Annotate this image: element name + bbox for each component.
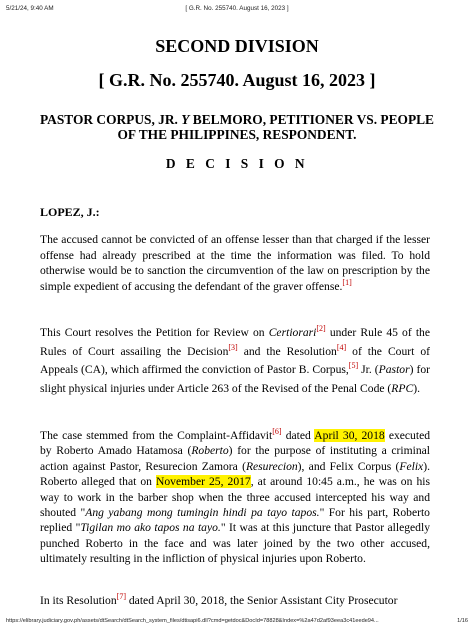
paragraph-3: The case stemmed from the Complaint-Affidavit[6] dated April 30, 2018 executed by Roberto Amado Hatamosa (Roberto) for the purpose of instituting a criminal action against Pastor, Resurecion Zamora (Resurecion), and Felix Corpus (Felix). Roberto alleged that on November 25, 2017, at around 10:45 a.m., he was on his way to work in the barber shop when the three accused intercepted his way and shouted "Ang yabang mong tumingin hindi pa tayo tapos." For his part, Roberto replied "Tigilan mo ako tapos na tayo." It was at this juncture that Pastor allegedly punched Roberto in the face and was later joined by the two other accused, ultimately resulting in the infliction of physical injuries upon Roberto. bbox=[40, 427, 431, 566]
footnote-link-5[interactable]: [5] bbox=[348, 361, 359, 371]
paragraph-2: This Court resolves the Petition for Review on Certiorari[2] under Rule 45 of the Rules of Court assailing the Decision[3] and the Resolution[4] of the Court of Appeals (CA), which affirmed the conviction of Pastor B. Corpus,[5] Jr. (Pastor) for slight physical injuries under Article 263 of the Revised of the Penal Code (RPC). bbox=[40, 324, 431, 395]
decision-heading: D E C I S I O N bbox=[165, 156, 309, 171]
paragraph-4: In its Resolution[7] dated April 30, 2018, the Senior Assistant City Prosecutor bbox=[40, 592, 398, 607]
footnote-link-4[interactable]: [4] bbox=[336, 342, 347, 352]
division-heading: SECOND DIVISION bbox=[155, 36, 319, 56]
footnote-link-3[interactable]: [3] bbox=[228, 342, 238, 352]
footnote-link-7[interactable]: [7] bbox=[116, 592, 126, 602]
print-footer bbox=[6, 618, 468, 628]
footnote-link-2[interactable]: [2] bbox=[316, 324, 326, 334]
highlighted-date-1: April 30, 2018 bbox=[314, 429, 385, 442]
ponente: LOPEZ, J.: bbox=[40, 205, 100, 219]
print-header-title: [ G.R. No. 255740. August 16, 2023 ] bbox=[185, 5, 289, 12]
paragraph-1: The accused cannot be convicted of an offense lesser than that charged if the lesser offense had already prescribed at the time the information was filed. To hold otherwise would be to sanction the circumvention of the law on prescription by the simple expedient of accusing the defendant of the graver offense.[1] bbox=[40, 233, 430, 293]
print-header bbox=[6, 5, 468, 15]
print-page-number: 1/16 bbox=[457, 618, 468, 624]
print-datetime: 5/21/24, 9:40 AM bbox=[6, 5, 54, 12]
highlighted-date-2: November 25, 2017 bbox=[156, 475, 251, 489]
case-number: [ G.R. No. 255740. August 16, 2023 ] bbox=[98, 70, 376, 90]
footnote-link-1[interactable]: [1] bbox=[342, 277, 352, 287]
case-parties: PASTOR CORPUS, JR. Y BELMORO, PETITIONER VS. PEOPLE OF THE PHILIPPINES, RESPONDENT. bbox=[40, 112, 434, 142]
footnote-link-6[interactable]: [6] bbox=[272, 427, 282, 437]
print-url: https://elibrary.judiciary.gov.ph/assets/dtSearch/dtSearch_system_files/dtisapi6.dll?cmd=getdoc&DocId=78828&Index=%2a47d2af93eea3c41eede94... bbox=[6, 618, 379, 624]
